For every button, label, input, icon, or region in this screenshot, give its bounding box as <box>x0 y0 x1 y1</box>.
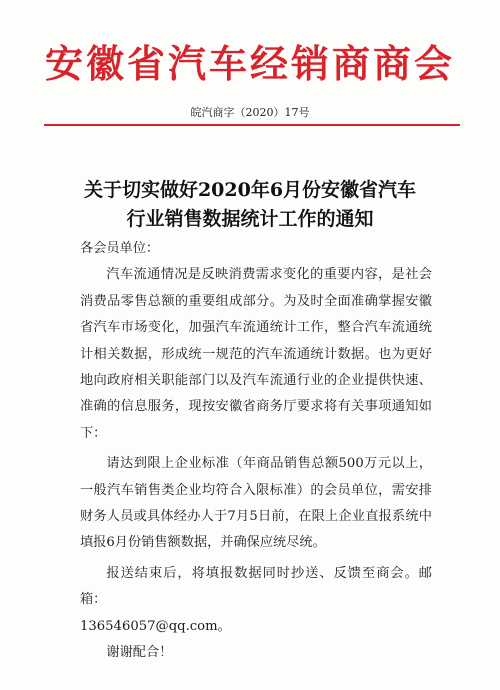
email-address: 136546057@qq.com。 <box>80 618 231 634</box>
notice-title-line-2: 行业销售数据统计工作的通知 <box>126 208 374 230</box>
notice-body <box>80 236 432 667</box>
document-number: 皖汽商字（2020）17号 <box>190 106 310 119</box>
closing-thanks: 谢谢配合！ <box>106 645 173 661</box>
letterhead-divider <box>44 124 460 126</box>
letterhead-organization-name: 安徽省汽车经销商商会 <box>44 41 455 86</box>
notice-title <box>0 176 500 234</box>
paragraph-submission: 报送结束后，将填报数据同时抄送、反馈至商会。邮箱： <box>80 565 432 608</box>
salutation: 各会员单位： <box>80 241 160 256</box>
paragraph-background: 汽车流通情况是反映消费需求变化的重要内容，是社会消费品零售总额的重要组成部分。为及时全面准确掌握安徽省汽车市场变化，加强汽车流通统计工作，整合汽车流通统计相关数据，形成统一规范的汽车流通统计数据。也为更好地向政府相关职能部门以及汽车流通行业的企业提供快速、准确的信息服务，现按安徽省商务厅要求将有关事项通知如下： <box>80 267 432 441</box>
notice-title-line-1: 关于切实做好2020年6月份安徽省汽车 <box>83 179 417 201</box>
paragraph-requirement: 请达到限上企业标准（年商品销售总额500万元以上，一般汽车销售类企业均符合入限标准）的会员单位，需安排财务人员或具体经办人于7月5日前，在限上企业直报系统中填报6月份销售额数据，并确保应统尽统。 <box>80 456 432 551</box>
